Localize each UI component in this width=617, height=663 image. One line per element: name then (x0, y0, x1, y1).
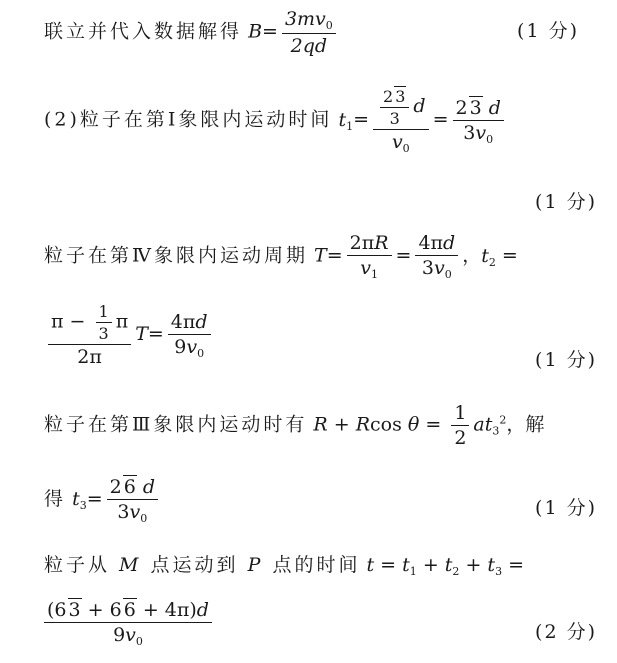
score-5: (2 分) (535, 621, 597, 643)
solution-line-3b: π − $\frac{1}{3}$ π 2π T= $\frac{4\pi d}{9v_0}$ (44, 302, 599, 368)
formula-t3: $\frac{2 6 d}{3v_0}$ (107, 475, 158, 525)
solution-line-1: 联立并代入数据解得 B= $\frac{3mv_0}{2qd}$ (1 分) (44, 8, 579, 57)
score-2: (1 分) (535, 191, 597, 213)
formula-t1-b: $\frac{2 3 d}{3v_0}$ (453, 96, 504, 146)
score-3: (1 分) (535, 349, 597, 371)
solution-line-5b (44, 598, 599, 648)
score-1: (1 分) (517, 20, 579, 42)
score-4: (1 分) (535, 497, 597, 519)
formula-half: $\frac{1}{2}$ (451, 402, 469, 449)
formula-T-a: $\frac{2\pi R}{v_1}$ (347, 232, 392, 281)
formula-t2-a: π − $\frac{1}{3}$ π 2π (48, 302, 131, 368)
step-3-text: 粒子在第Ⅳ象限内运动周期 (44, 244, 308, 267)
step-1-text: 联立并代入数据解得 (44, 20, 243, 43)
formula-t1-a: $\frac{2 3}{3}$ d $v_0$ (373, 86, 429, 155)
formula-B: $\frac{3mv_0}{2qd}$ (282, 8, 336, 57)
solution-line-5: 粒子从 M 点运动到 P 点的时间 $t = t_1 + t_2 + t_3$ = (44, 554, 525, 578)
solution-line-3: 粒子在第Ⅳ象限内运动周期 T= $\frac{2\pi R}{v_1}$ = $\frac{4\pi d}{3v_0}$ ，$t_2$ = (44, 232, 518, 281)
formula-T-b: $\frac{4\pi d}{3v_0}$ (415, 232, 458, 281)
step-5-text: 粒子从 M 点运动到 P 点的时间 (44, 554, 361, 576)
step-2-text: (2)粒子在第Ⅰ象限内运动时间 (44, 108, 333, 131)
solution-line-2: (2)粒子在第Ⅰ象限内运动时间 $t_1=$ $\frac{2 3}{3}$ d $v_0$ = $\frac{2 3 d}{3v_0}$ (44, 86, 599, 155)
solution-line-4: 粒子在第Ⅲ象限内运动时有 R + Rcos θ = $\frac{1}{2}$ $at_3^2$，解 (44, 402, 545, 449)
formula-t2-b: $\frac{4\pi d}{9v_0}$ (168, 311, 211, 360)
step-4-text: 粒子在第Ⅲ象限内运动时有 (44, 413, 308, 436)
formula-t-total: $\frac{(6 3 + 6 6 + 4\pi)d}{9v_0}$ (44, 598, 212, 648)
solution-line-4b: 得 $t_3=$ $\frac{2 6 d}{3v_0}$ (44, 475, 599, 525)
